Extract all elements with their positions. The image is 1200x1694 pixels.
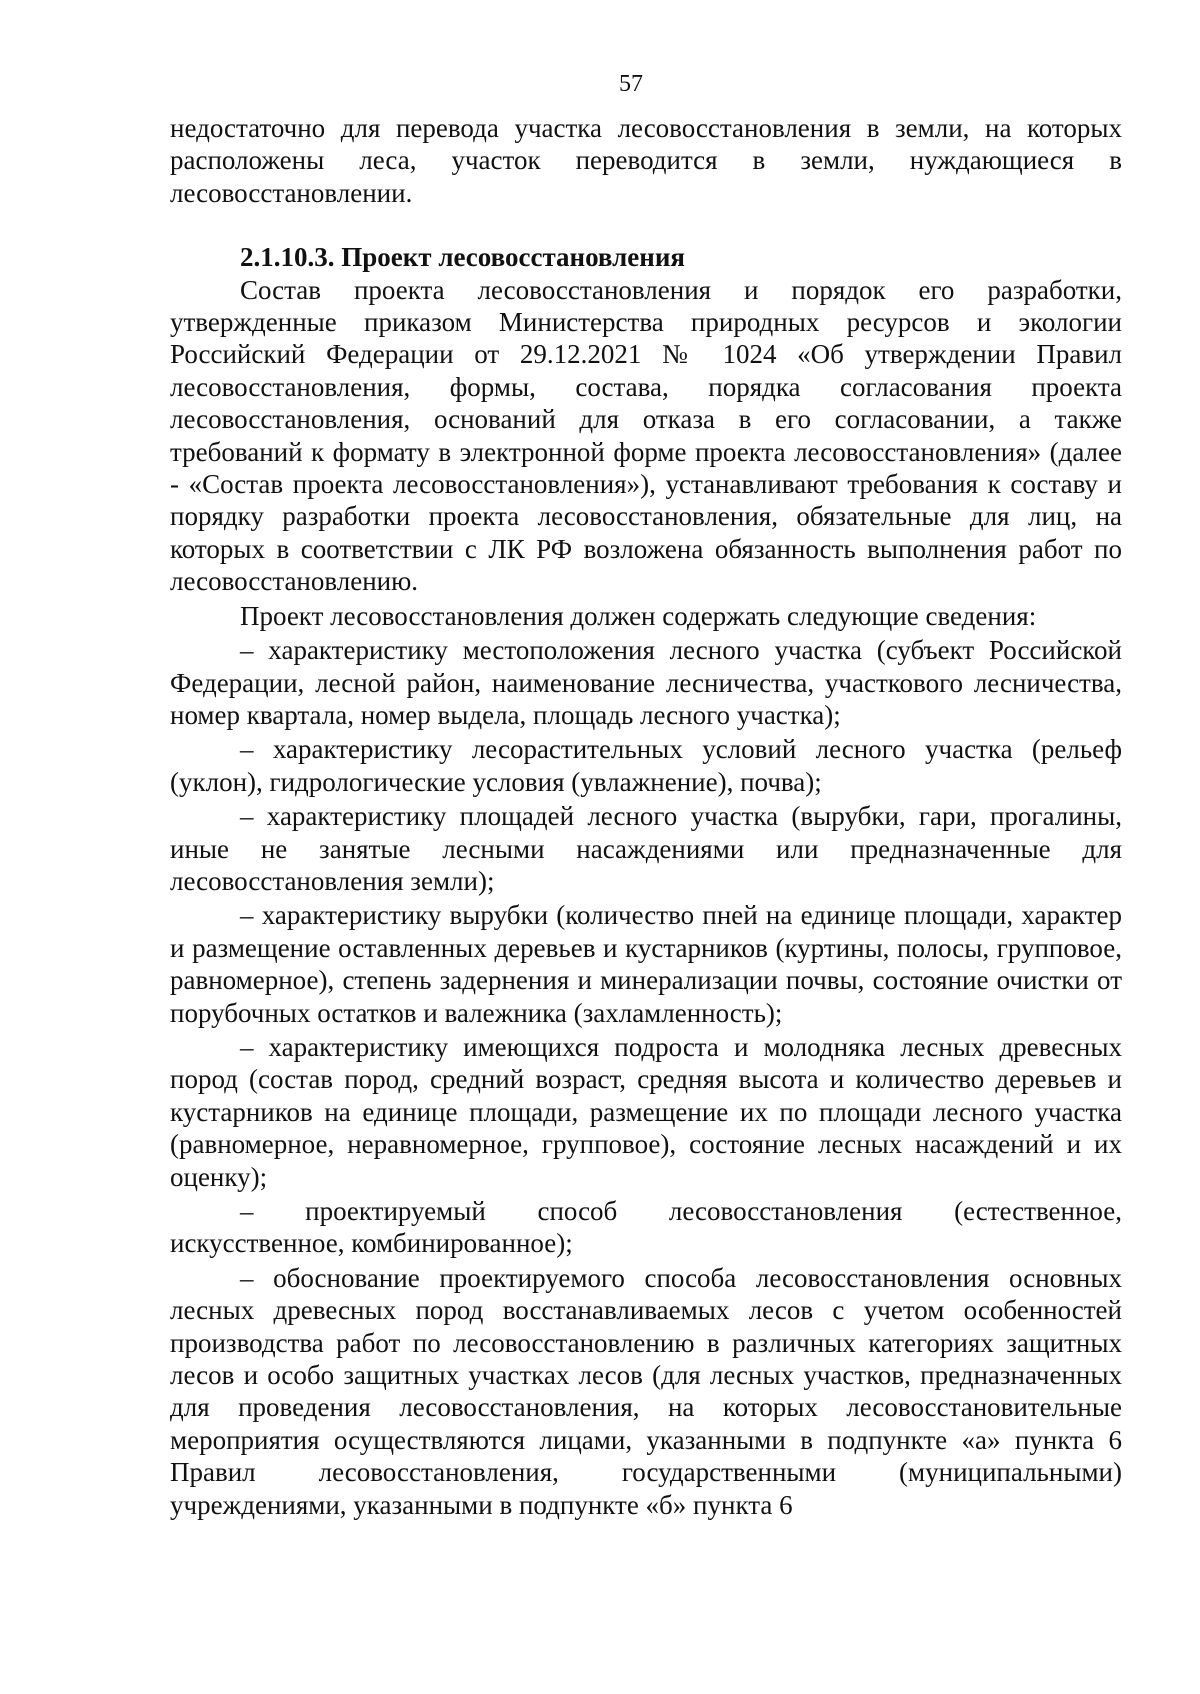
list-item-areas: – характеристику площадей лесного участка (вырубки, гари, прогалины, иные не занятые лесными насаждениями или предназначенные для лесовосстановления земли);: [170, 801, 1122, 896]
list-item-justification: – обоснование проектируемого способа лесовосстановления основных лесных древесных пород восстанавливаемых лесов с учетом особенностей производства работ по лесовосстановлению в различных категориях защитных лесов и особо защитных участках лесов (для лесных участков, предназначенных для проведения лесовосстановления, на которых лесовосстановительные мероприятия осуществляются лицами, указанными в подпункте «а» пункта 6 Правил лесовосстановления, государственными (муниципальными) учреждениями, указанными в подпункте «б» пункта 6: [170, 1262, 1122, 1520]
list-item-growing-conditions: – характеристику лесорастительных условий лесного участка (рельеф (уклон), гидрологические условия (увлажнение), почва);: [170, 734, 1122, 797]
list-item-clearing: – характеристику вырубки (количество пней на единице площади, характер и размещение оставленных деревьев и кустарников (куртины, полосы, групповое, равномерное), степень задернения и минерализации почвы, состояние очистки от порубочных остатков и валежника (захламленность);: [170, 900, 1122, 1028]
list-item-undergrowth: – характеристику имеющихся подроста и молодняка лесных древесных пород (состав пород, средний возраст, средняя высота и количество деревьев и кустарников на единице площади, размещение их по площади лесного участка (равномерное, неравномерное, групповое), состояние лесных насаждений и их оценку);: [170, 1031, 1122, 1192]
list-item-method: – проектируемый способ лесовосстановления (естественное, искусственное, комбинированное);: [170, 1196, 1122, 1259]
intro-paragraph: недостаточно для перевода участка лесовосстановления в земли, на которых расположены леса, участок переводится в земли, нуждающиеся в лесовосстановлении.: [170, 113, 1122, 208]
paragraph-composition: Состав проекта лесовосстановления и порядок его разработки, утвержденные приказом Министерства природных ресурсов и экологии Российский Федерации от 29.12.2021 № 1024 «Об утверждении Правил лесовосстановления, формы, состава, порядка согласования проекта лесовосстановления, оснований для отказа в его согласовании, а также требований к формату в электронной форме проекта лесовосстановления» (далее - «Состав проекта лесовосстановления»), устанавливают требования к составу и порядку разработки проекта лесовосстановления, обязательные для лиц, на которых в соответствии с ЛК РФ возложена обязанность выполнения работ по лесовосстановлению.: [170, 274, 1122, 597]
section-heading: 2.1.10.3. Проект лесовосстановления: [240, 242, 686, 273]
paragraph-contents-intro: Проект лесовосстановления должен содержать следующие сведения:: [240, 600, 1037, 631]
page-number: 57: [619, 71, 643, 97]
document-page: [170, 70, 1122, 1521]
list-item-location: – характеристику местоположения лесного участка (субъект Российской Федерации, лесной район, наименование лесничества, участкового лесничества, номер квартала, номер выдела, площадь лесного участка);: [170, 635, 1122, 730]
